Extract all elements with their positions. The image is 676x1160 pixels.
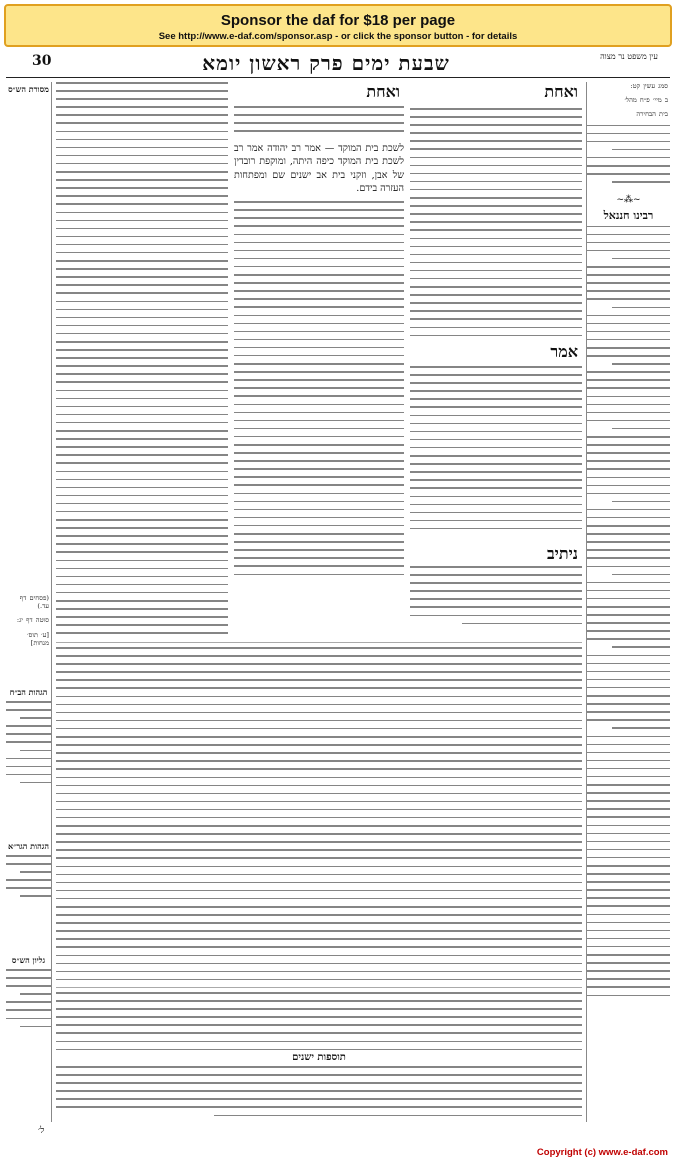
copyright-notice[interactable]: Copyright (c) www.e-daf.com [536,1147,668,1158]
page-title: שבעת ימים פרק ראשון יומא [202,51,450,75]
gilyon-hashas-heading: גליון הש״ס [11,955,46,966]
hagahot-hagra-text [6,855,51,915]
hagahot-bach-heading: הגהות הב״ח [9,687,48,698]
gemara-heading-area [234,82,404,140]
sponsor-subtitle[interactable]: See http://www.e-daf.com/sponsor.asp - or click the sponsor button - for details [158,31,518,42]
rabbeinu-chananel-text [587,226,670,1096]
hagahot-hagra-heading: הגהות הגר״א [8,841,49,852]
commentary-column-right [410,82,582,634]
tosafot-yeshanim-heading: תוספות ישנים [292,1052,346,1063]
gemara-column [234,142,404,634]
amar-word: אמר [550,342,578,361]
ein-mishpat-note: ב מיי׳ פ״ח מהל׳ [624,96,668,105]
hagahot-bach-text [6,701,51,791]
commentary-column-left [56,82,228,634]
ein-mishpat-heading: עין משפט נר מצוה [600,52,658,61]
main-text-area [56,82,582,1122]
sponsor-title[interactable]: Sponsor the daf for $18 per page [220,12,456,29]
masoret-heading: מסורת הש״ס [8,84,49,94]
page-number: 30 [32,53,52,69]
gemara-text: לשכת בית המוקד — אמר רב יהודה אמר רב לשכת בית המוקד כיפה היתה, ומוקפת רובדין של אבן, וזקני בית אב ישנים שם ומפתחות העזרה בידם. [234,143,404,194]
gilyon-hashas-text [6,969,51,1049]
gemara-opening-word: ואחת [366,82,400,101]
nitiv-word: ניתיב [546,544,578,563]
lower-commentary [56,642,582,982]
sponsor-banner[interactable] [4,4,672,47]
masoret-note: (פסחים דף עד.) [19,594,49,611]
rabbeinu-chananel-heading: רבינו חננאל [603,208,654,222]
tosafot-yeshanim-block [56,987,582,1122]
masoret-hashas-column [6,82,52,1122]
masoret-note: [ע׳ תוס׳ מנחות] [27,630,49,647]
ein-mishpat-column [586,82,670,1122]
ein-mishpat-text [587,125,670,195]
ornament-icon: ~⁂~ [616,194,641,205]
talmud-page [6,52,670,1150]
ein-mishpat-note: סמג עשין קט: [630,82,668,90]
ein-mishpat-note: בית הבחירה [636,110,668,119]
page-footer-mark: ל׳ [38,1126,45,1136]
page-header [6,52,670,78]
tosafot-opening-word: ואחת [544,82,578,101]
masoret-note: סוטה דף יג: [16,616,49,625]
